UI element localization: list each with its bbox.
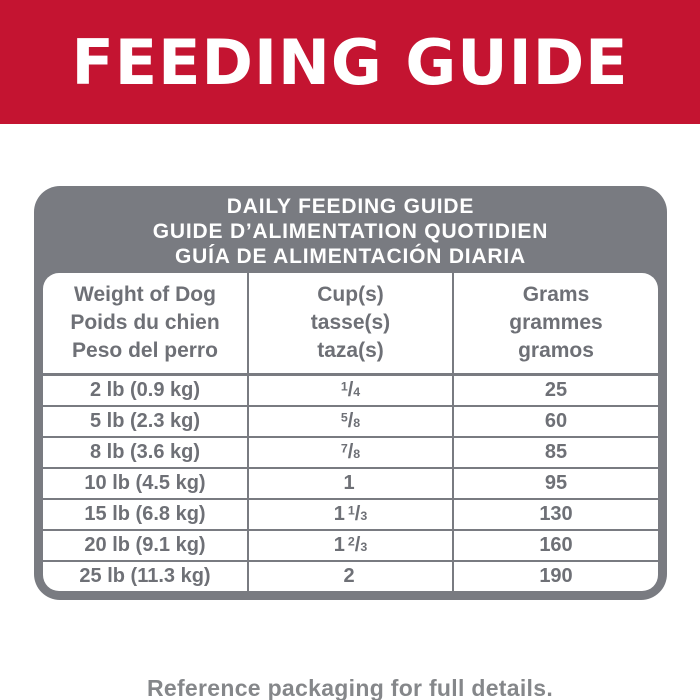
cell-cups [248,499,453,530]
column-header-cups [248,273,453,375]
cell-grams: 130 [453,499,658,530]
cup-fraction-denominator: 8 [353,416,361,430]
cell-weight: 2 lb (0.9 kg) [43,375,248,407]
card-header-line-fr: GUIDE D’ALIMENTATION QUOTIDIEN [152,220,549,243]
banner-title: FEEDING GUIDE [71,25,629,99]
column-header-line: Weight of Dog [74,283,216,306]
feeding-table-body [43,375,658,592]
card-body [43,273,658,591]
cell-grams: 25 [453,375,658,407]
cell-weight: 20 lb (9.1 kg) [43,530,248,561]
column-header-line: taza(s) [317,339,384,362]
cell-cups [248,375,453,407]
cell-cups [248,530,453,561]
cell-cups [248,406,453,437]
feeding-guide-banner [0,0,700,124]
cup-whole-number: 1 [333,503,345,525]
table-row [43,561,658,591]
cup-whole-number: 2 [343,565,355,587]
column-header-weight [43,273,248,375]
cell-grams: 190 [453,561,658,591]
cell-cups [248,561,453,591]
cup-whole-number: 1 [343,472,355,494]
card-header-line-en: DAILY FEEDING GUIDE [226,195,475,218]
footer-note: Reference packaging for full details. [146,675,554,700]
cell-weight: 15 lb (6.8 kg) [43,499,248,530]
daily-feeding-guide-card [34,186,667,600]
cell-grams: 160 [453,530,658,561]
cell-weight: 25 lb (11.3 kg) [79,565,211,587]
cell-grams: 95 [453,468,658,499]
column-header-line: grammes [509,311,603,334]
cup-fraction-numerator: 5 [340,410,348,425]
cup-fraction-slash: / [354,503,361,525]
cup-fraction-slash: / [347,410,354,432]
column-header-line: Poids du chien [70,311,220,334]
column-header-line: gramos [518,339,594,362]
column-header-line: Grams [522,283,590,306]
table-row [43,530,658,561]
cup-fraction-numerator: 1 [347,503,355,518]
cup-fraction-denominator: 3 [360,540,368,554]
table-row [43,375,658,407]
cell-grams: 60 [453,406,658,437]
table-row [43,468,658,499]
cup-fraction-denominator: 8 [353,447,361,461]
cup-fraction-slash: / [347,379,354,401]
card-header [43,186,658,273]
cell-cups [248,437,453,468]
cup-whole-number: 1 [333,534,345,556]
table-row [43,437,658,468]
column-header-grams [453,273,658,375]
cell-cups [248,468,453,499]
table-row [43,499,658,530]
cup-fraction-numerator: 7 [340,441,348,456]
cell-grams: 85 [453,437,658,468]
cell-weight: 8 lb (3.6 kg) [43,437,248,468]
column-header-line: Cup(s) [317,283,384,306]
column-header-line: tasse(s) [310,311,391,334]
cup-fraction-numerator: 1 [340,379,348,394]
cup-fraction-slash: / [354,534,361,556]
feeding-table-head [43,273,658,375]
cup-fraction-slash: / [347,441,354,463]
column-header-line: Peso del perro [72,339,218,362]
cup-fraction-denominator: 4 [353,385,361,399]
cell-weight: 10 lb (4.5 kg) [43,468,248,499]
cup-fraction-numerator: 2 [347,534,355,549]
cup-fraction-denominator: 3 [360,509,368,523]
card-header-line-es: GUÍA DE ALIMENTACIÓN DIARIA [175,245,526,268]
table-row [43,406,658,437]
table-header-row [43,273,658,375]
feeding-table [43,273,658,591]
cell-weight: 5 lb (2.3 kg) [43,406,248,437]
